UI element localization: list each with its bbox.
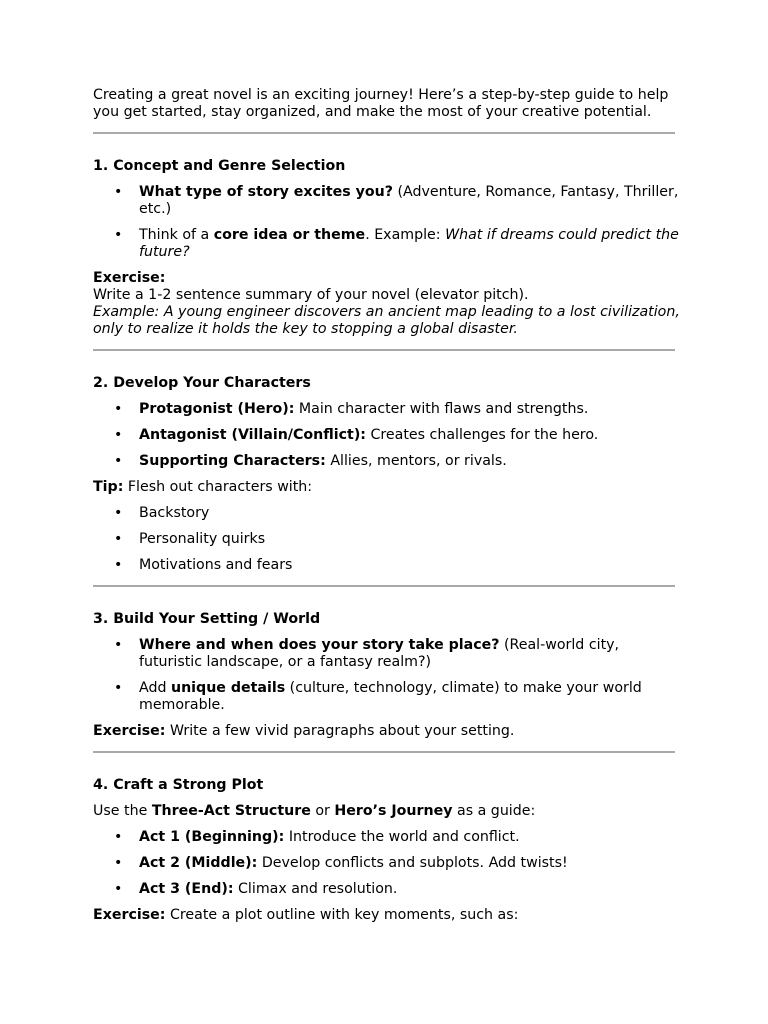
list-item-text: Allies, mentors, or rivals. (325, 453, 507, 469)
exercise-text: Create a plot outline with key moments, such as: (165, 907, 519, 923)
exercise-example: Example: A young engineer discovers an ancient map leading to a lost civilization, only to realize it holds the key to stopping a global disaster. (93, 304, 680, 337)
list-item (93, 427, 683, 444)
section-3-list (93, 637, 683, 714)
list-item (93, 227, 683, 261)
list-item-text: Creates challenges for the hero. (365, 427, 599, 443)
list-item-bold: Protagonist (Hero): (139, 401, 295, 417)
list-item-bold: Act 1 (Beginning): (139, 829, 285, 845)
list-item-text: (Adventure, Romance, Fantasy, Thriller, etc.) (139, 184, 679, 217)
list-item: • Motivations and fears (93, 557, 683, 574)
list-item-bold: Supporting Characters: (139, 453, 326, 469)
exercise-label: Exercise: (93, 723, 166, 739)
section-4-intro (93, 803, 683, 820)
list-item-text: Think of a (139, 227, 214, 243)
section-3-heading: 3. Build Your Setting / World (93, 611, 321, 627)
intro-text: as a guide: (452, 803, 536, 819)
list-item (93, 637, 683, 671)
section-4-list (93, 829, 683, 898)
intro-bold: Three-Act Structure (151, 803, 311, 819)
list-item-text: Climax and resolution. (233, 881, 398, 897)
tip-list (93, 505, 683, 574)
list-item: • Personality quirks (93, 531, 683, 548)
intro-bold: Hero’s Journey (334, 803, 453, 819)
section-divider (93, 132, 675, 134)
section-3-exercise (93, 723, 683, 740)
tip-text: Flesh out characters with: (123, 479, 313, 495)
list-item (93, 453, 683, 470)
list-item-bold: unique details (170, 680, 286, 696)
list-item-text: Add (139, 680, 171, 696)
document-page (93, 87, 683, 933)
exercise-text: Write a few vivid paragraphs about your setting. (165, 723, 515, 739)
list-item (93, 881, 683, 898)
tip-paragraph (93, 479, 683, 496)
list-item (93, 680, 683, 714)
exercise-label: Exercise: (93, 907, 166, 923)
exercise-label: Exercise: (93, 270, 166, 286)
list-item: • Backstory (93, 505, 683, 522)
list-item-text: . Example: (365, 227, 446, 243)
tip-label: Tip: (93, 479, 124, 495)
section-2-list (93, 401, 683, 470)
list-item-text: (Real-world city, futuristic landscape, or a fantasy realm?) (139, 637, 620, 670)
exercise-text: Write a 1-2 sentence summary of your novel (elevator pitch). (93, 287, 529, 303)
list-item (93, 184, 683, 218)
list-item-bold: Act 2 (Middle): (139, 855, 258, 871)
section-divider (93, 751, 675, 753)
list-item-text: Main character with flaws and strengths. (294, 401, 589, 417)
list-item-text: (culture, technology, climate) to make your world memorable. (139, 680, 642, 713)
list-item-bold: core idea or theme (213, 227, 366, 243)
intro-text: Use the (93, 803, 152, 819)
list-item (93, 829, 683, 846)
intro-text: or (310, 803, 335, 819)
section-4-exercise (93, 907, 683, 924)
list-item-bold: Act 3 (End): (139, 881, 234, 897)
list-item-bold: Where and when does your story take place? (139, 637, 500, 653)
list-item-bold: What type of story excites you? (139, 184, 393, 200)
section-divider (93, 585, 675, 587)
list-item (93, 855, 683, 872)
list-item-text: Develop conflicts and subplots. Add twists! (257, 855, 568, 871)
section-divider (93, 349, 675, 351)
section-2-heading: 2. Develop Your Characters (93, 375, 311, 391)
section-1-exercise (93, 270, 683, 338)
list-item-italic: What if dreams could predict the future? (139, 227, 679, 260)
intro-paragraph: Creating a great novel is an exciting journey! Here’s a step-by-step guide to help you get started, stay organized, and make the most of your creative potential. (93, 87, 669, 120)
list-item-bold: Antagonist (Villain/Conflict): (139, 427, 366, 443)
list-item (93, 401, 683, 418)
section-1-heading: 1. Concept and Genre Selection (93, 158, 346, 174)
list-item-text: Introduce the world and conflict. (284, 829, 520, 845)
section-4-heading: 4. Craft a Strong Plot (93, 777, 264, 793)
section-1-list (93, 184, 683, 261)
